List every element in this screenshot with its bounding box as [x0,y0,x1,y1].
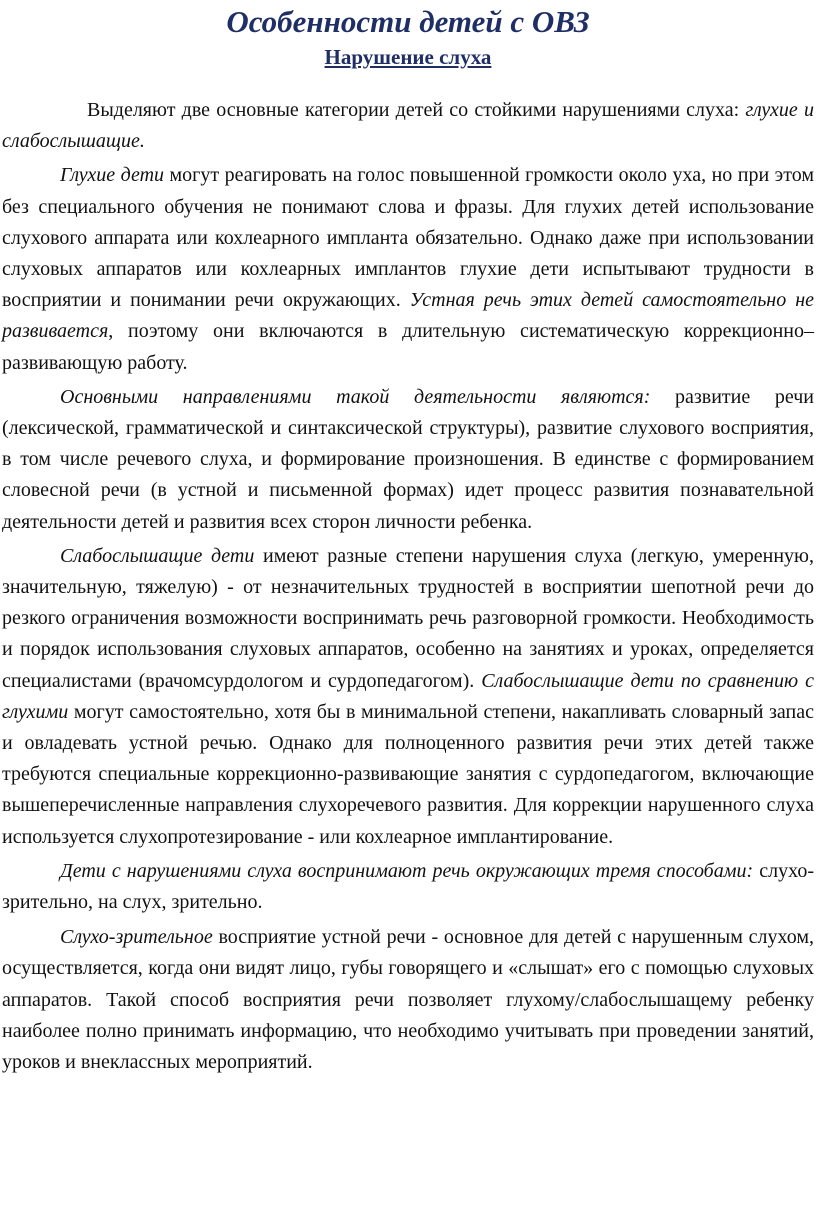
paragraph-italic-text: Дети с нарушениями слуха воспринимают речь окружающих тремя способами: [60,859,754,882]
paragraph-italic-text: Устная речь этих детей самостоятельно не развивается [2,289,814,343]
paragraph-perception-ways [2,856,814,918]
paragraph-text: , поэтому они включаются в длительную систематическую коррекционно–развивающую работу. [2,320,814,374]
paragraph-main-directions [2,382,814,538]
paragraph-italic-text: Основными направлениями такой деятельности являются: [60,385,651,408]
paragraph-text: восприятие устной речи - основное для детей с нарушенным слухом, осуществляется, когда они видят лицо, губы говорящего и «слышат» его с помощью слуховых аппаратов. Такой способ восприятия речи позволяет глухому/слабослышащему ребенку наиболее полно принимать информацию, что необходимо учитывать при проведении занятий, уроков и внеклассных мероприятий. [2,926,814,1074]
paragraph-audio-visual [2,922,814,1078]
paragraph-text: слухо-зрительно, на слух, зрительно. [2,859,814,914]
paragraph-categories [2,95,814,157]
paragraph-text: могут реагировать на голос повышенной громкости около уха, но при этом без специального обучения не понимают слова и фразы. Для глухих детей использование слухового аппарата или кохлеарного импланта обязательно. Однако даже при использовании слуховых аппаратов или кохлеарных имплантов глухие дети испытывают трудности в восприятии и понимании речи окружающих. [2,164,814,312]
paragraph-deaf-children [2,160,814,378]
page-title: Особенности детей с ОВЗ [226,4,590,39]
paragraph-text: развитие речи (лексической, грамматической и синтаксической структуры), развитие слухового восприятия, в том числе речевого слуха, и формирование произношения. В единстве с формированием словесной речи (в устной и письменной формах) идет процесс развития познавательной деятельности детей и развития всех сторон личности ребенка. [2,385,814,533]
paragraph-italic-text: Слухо-зрительное [60,926,213,949]
paragraph-text: могут самостоятельно, хотя бы в минимальной степени, накапливать словарный запас и овладевать устной речью. Однако для полноценного развития речи этих детей также требуются специальные коррекционно-развивающие занятия с сурдопедагогом, включающие вышеперечисленные направления слухоречевого развития. Для коррекции нарушенного слуха используется слухопротезирование - или кохлеарное имплантирование. [2,700,814,848]
paragraph-italic-text: глухие и слабослышащие. [2,99,814,153]
paragraph-italic-text: Слабослышащие дети по сравнению с глухими [2,669,814,723]
paragraph-text: Выделяют две основные категории детей со стойкими нарушениями слуха: [87,99,746,121]
paragraph-italic-text: Глухие дети [60,164,165,187]
paragraph-italic-text: Слабослышащие дети [60,544,255,567]
paragraph-hard-of-hearing [2,541,814,853]
section-subtitle: Нарушение слуха [324,45,492,69]
paragraph-text: имеют разные степени нарушения слуха (легкую, умеренную, значительную, тяжелую) - от незначительных трудностей в восприятии шепотной речи до резкого ограничения возможности воспринимать речь разговорной громкости. Необходимость и порядок использования слуховых аппаратов, особенно на занятиях и уроках, определяется специалистами (врачомсурдологом и сурдопедагогом). [2,544,814,692]
